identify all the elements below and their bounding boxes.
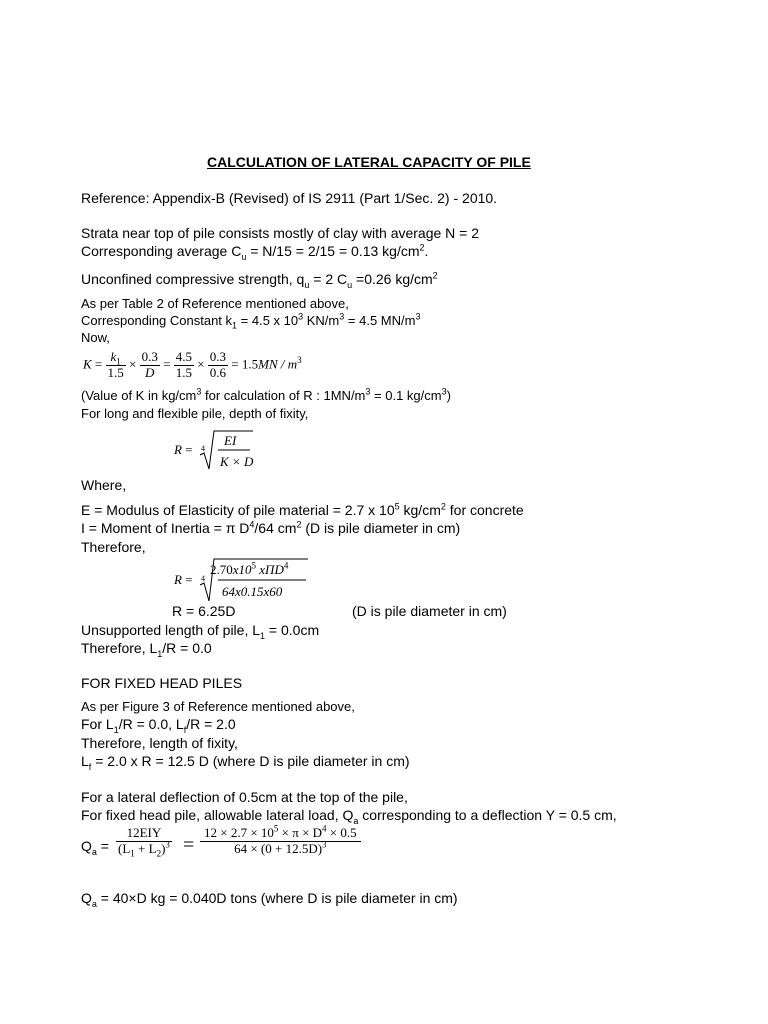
inertia-line: I = Moment of Inertia = π $D^4/64$ $cm^2$ (D is pile diameter in cm) bbox=[81, 519, 461, 536]
l1-r-ratio-line: Therefore, $L_1/R = 0.0$ bbox=[81, 640, 212, 659]
r-result: R = 6.25D bbox=[172, 603, 236, 619]
strata-line: Strata near top of pile consists mostly of clay with average N = 2 bbox=[81, 225, 480, 241]
k-formula: K = $\frac{k_1}{1.5}$ × $\frac{0.3}{D}$ = $\frac{4.5}{1.5}$ × $\frac{0.3}{0.6}$ = $1.5MN / m^3$ bbox=[83, 349, 302, 380]
qa-equals-sign: = bbox=[183, 834, 195, 856]
therefore-label: Therefore, bbox=[81, 539, 146, 555]
for-l1-line: For $L_1/R = 0.0$, $L_f/R = 2.0$ bbox=[81, 716, 236, 735]
document-title: CALCULATION OF LATERAL CAPACITY OF PILE bbox=[207, 154, 531, 170]
figure-reference-line: As per Figure 3 of Reference mentioned above, bbox=[81, 699, 355, 714]
fixity-intro: For long and flexible pile, depth of fixity, bbox=[81, 406, 309, 421]
reference-line: Reference: Appendix-B (Revised) of IS 2911 (Part 1/Sec. 2) - 2010. bbox=[81, 190, 498, 206]
qa-result-line: $Q_a = 40\times D$ kg = 0.040D tons (where D is pile diameter in cm) bbox=[81, 890, 458, 909]
unsupported-length-line: Unsupported length of pile, $L_1 = 0.0cm$ bbox=[81, 622, 320, 641]
lf-line: $L_f = 2.0$ x R = 12.5 D (where D is pile diameter in cm) bbox=[81, 753, 410, 772]
modulus-line: E = Modulus of Elasticity of pile material = 2.7 x $10^5$ $kg/cm^2$ for concrete bbox=[81, 501, 524, 518]
fixed-head-heading: FOR FIXED HEAD PILES bbox=[81, 675, 243, 691]
qu-line: Unconfined compressive strength, $q_u = 2$ $C_u =0.26$ $kg/cm^2$ bbox=[81, 270, 438, 290]
allowable-load-line: For fixed head pile, allowable lateral load, $Q_a$ corresponding to a deflection Y = 0.5 cm, bbox=[81, 807, 617, 826]
qa-formula-symbolic: $\frac{\text{12EIY}}{(L_1 + L_2)^3}$ bbox=[118, 825, 170, 859]
k1-line: Corresponding Constant $k_1 = 4.5$ x $10^3$ $KN/m^3 = 4.5$ $MN/m^3$ bbox=[81, 311, 421, 331]
qa-label: $Q_a$ = bbox=[81, 838, 109, 857]
k-value-note: (Value of K in $kg/cm^3$ for calculation of R : $1MN/m^3 = 0.1$ $kg/cm^3$) bbox=[81, 386, 451, 403]
cu-line: Corresponding average $C_u = N/15 = 2/15 = 0.13$ $kg/cm^2$. bbox=[81, 242, 429, 262]
r-result-note: (D is pile diameter in cm) bbox=[352, 603, 507, 619]
now-label: Now, bbox=[81, 330, 110, 345]
deflection-line: For a lateral deflection of 0.5cm at the top of the pile, bbox=[81, 789, 408, 805]
table-reference-line: As per Table 2 of Reference mentioned above, bbox=[81, 296, 349, 311]
qa-formula-numeric: $\frac{12 \times 2.7 \times 10^5 \times \pi \times D^4 \times 0.5}{64 \times (0 + 12.5D)^3}$ bbox=[200, 826, 361, 857]
where-label: Where, bbox=[81, 477, 127, 493]
length-fixity-label: Therefore, length of fixity, bbox=[81, 735, 238, 751]
